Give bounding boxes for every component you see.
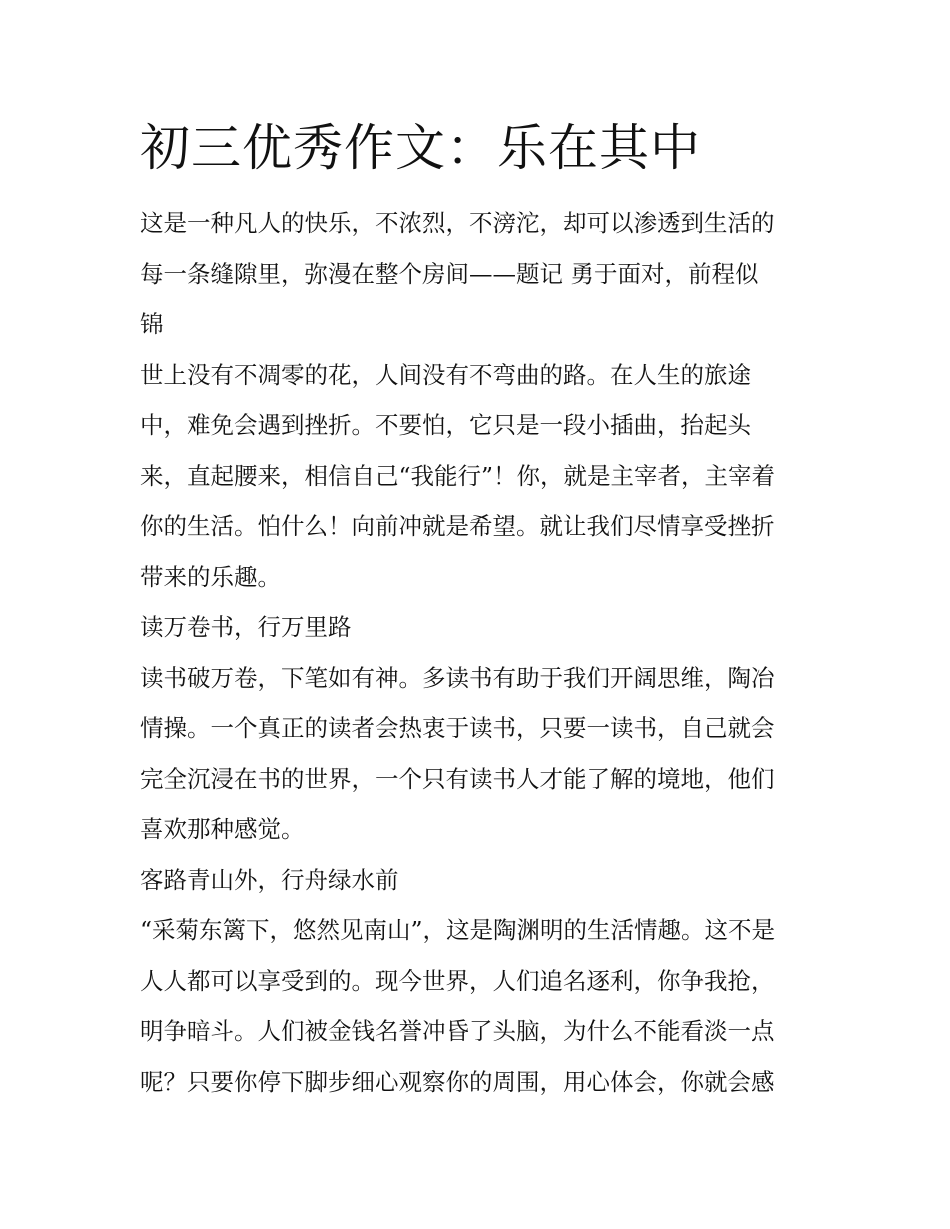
text-line: 世上没有不凋零的花，人间没有不弯曲的路。在人生的旅途	[140, 360, 751, 389]
text-line: 情操。一个真正的读者会热衷于读书，只要一读书，自己就会	[140, 714, 775, 742]
text-line: “采菊东篱下，悠然见南山”，这是陶渊明的生活情趣。这不是	[140, 916, 776, 944]
text-line: 来，直起腰来，相信自己“我能行”！你，就是主宰者，主宰着	[140, 461, 776, 490]
text-line: 带来的乐趣。	[140, 562, 281, 591]
document-page	[140, 112, 815, 1107]
paragraph-epigraph	[140, 198, 815, 350]
text-line: 每一条缝隙里，弥漫在整个房间——题记 勇于面对，前程似	[140, 259, 759, 288]
text-line: 完全沉浸在书的世界，一个只有读书人才能了解的境地，他们	[140, 764, 775, 793]
paragraph-tao-yuanming	[140, 905, 815, 1107]
text-line: 人人都可以享受到的。现今世界，人们追名逐利，你争我抢，	[140, 966, 775, 995]
text-line: 呢？只要你停下脚步细心观察你的周围，用心体会，你就会感	[140, 1067, 775, 1096]
text-line: 读万卷书，行万里路	[140, 613, 352, 641]
text-line: 客路青山外，行舟绿水前	[140, 865, 399, 894]
text-line: 这是一种凡人的快乐，不浓烈，不滂沱，却可以渗透到生活的	[140, 209, 775, 237]
section-heading-journey	[140, 855, 815, 906]
paragraph-setbacks	[140, 350, 815, 603]
section-heading-reading	[140, 602, 815, 653]
document-title: 初三优秀作文：乐在其中	[140, 119, 701, 177]
text-line: 你的生活。怕什么！向前冲就是希望。就让我们尽情享受挫折	[140, 512, 775, 540]
text-line: 锦	[140, 310, 164, 338]
text-line: 中，难免会遇到挫折。不要怕，它只是一段小插曲，抬起头	[140, 411, 751, 439]
text-line: 喜欢那种感觉。	[140, 815, 305, 843]
text-line: 读书破万卷，下笔如有神。多读书有助于我们开阔思维，陶冶	[140, 663, 775, 692]
text-line: 明争暗斗。人们被金钱名誉冲昏了头脑，为什么不能看淡一点	[140, 1017, 775, 1045]
paragraph-reading	[140, 653, 815, 855]
